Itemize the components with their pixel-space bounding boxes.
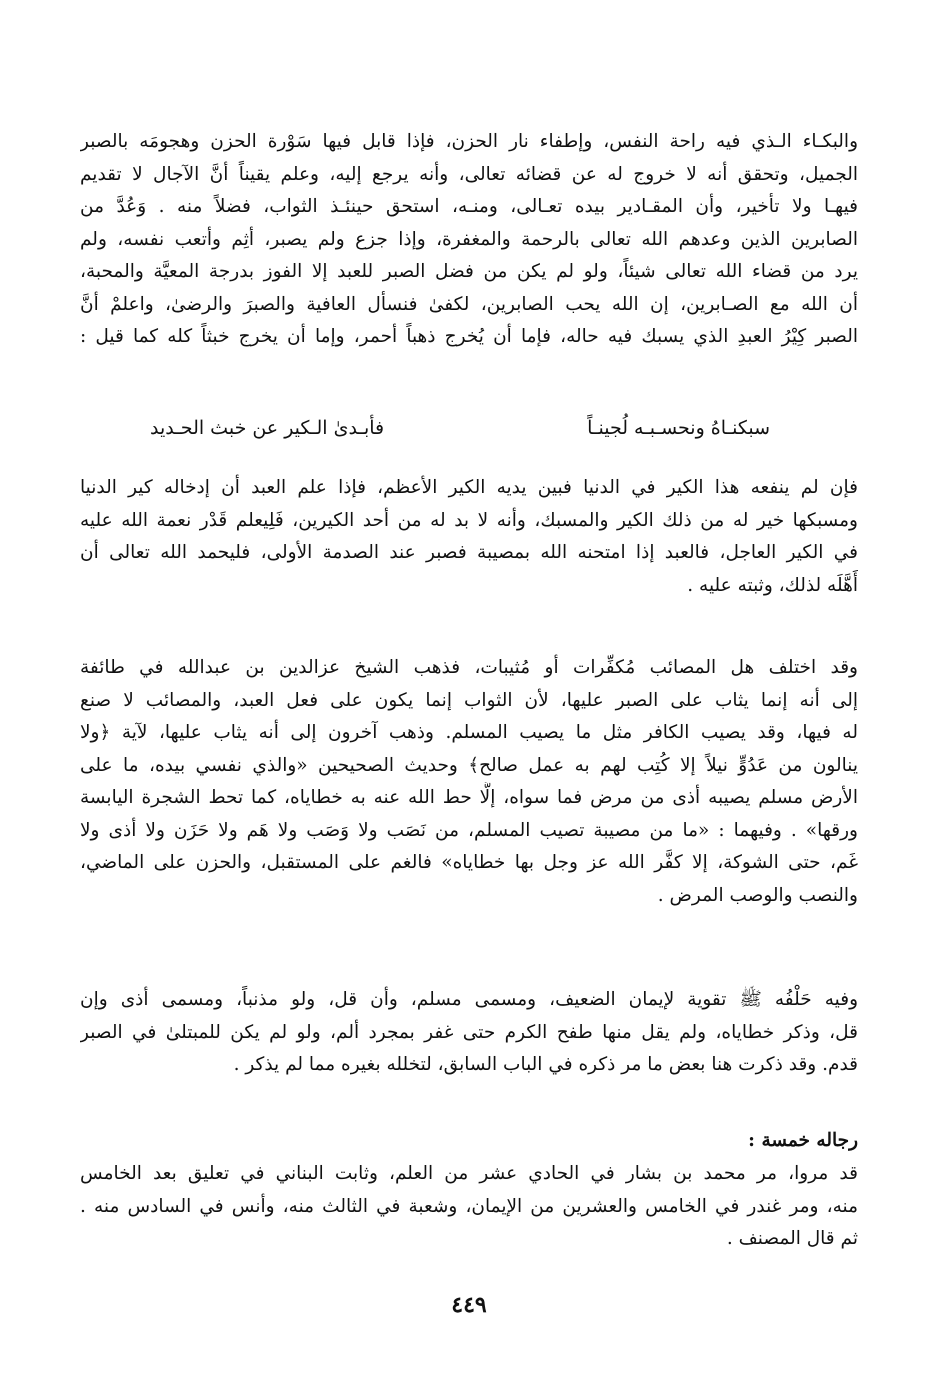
text-line: ورقها» . وفيهما : «ما من مصيبة تصيب المسلم، من نَصَب ولا وَصَب ولا هَم ولا حَزَن ولا أذى ولا xyxy=(80,819,858,841)
poem-first-hemistich: سبكنـاهُ ونحسـبـه لُجينـاً xyxy=(587,417,770,439)
text-line: وفيه حَلْفُه ﷺ تقوية لإيمان الضعيف، ومسمى مسلم، وأن قل، ولو مذنباً، ومسمى أذى وإن xyxy=(80,989,858,1010)
paragraph-patience-and-weeping xyxy=(80,126,858,354)
paragraph-expiation-debate xyxy=(80,652,858,912)
section-heading: رجاله خمسة : xyxy=(748,1130,858,1151)
page-number: ٤٤٩ xyxy=(451,1292,487,1318)
text-line: أَهَّلَه لذلك، وثبته عليه . xyxy=(687,574,858,596)
text-line: يرد من قضاء الله تعالى شيئاً، ولو لم يكن من فضل الصبر للعبد إلا الفوز بدرجة المعيَّة والمحبة، xyxy=(80,261,858,282)
paragraph-oath-commentary xyxy=(80,984,858,1082)
text-line: في الكير العاجل، فالعبد إذا امتحنه الله بمصيبة فصبر عند الصدمة الأولى، فليحمد الله تعالى أن xyxy=(80,542,858,563)
text-line: فإن لم ينفعه هذا الكير في الدنيا فبين يديه الكير الأعظم، فإذا علم العبد أن إدخاله كير الدنيا xyxy=(80,477,858,498)
text-line: وقد اختلف هل المصائب مُكفِّرات أو مُثيبات، فذهب الشيخ عزالدين بن عبدالله في طائفة xyxy=(80,657,858,678)
poem-second-hemistich: فأبـدىٰ الـكير عن خبث الحـديد xyxy=(150,417,385,439)
text-line: ومسبكها خير له من ذلك الكير والمسبك، وأنه لا بد له من أحد الكيرين، فَلِيعلم قَدْر نعمة الله عليه xyxy=(80,509,858,531)
paragraph-narrators xyxy=(80,1158,858,1256)
text-line: الأرض مسلم يصيبه أذى من مرض فما سواه، إلَّا حط الله عنه به خطاياه، كما تحط الشجرة اليابسة xyxy=(80,787,858,808)
text-line: الصبر كِيْرُ العبدِ الذي يسبك فيه حاله، فإما أن يُخرج ذهباً أحمر، وإما أن يخرج خبثاً كله كما قيل : xyxy=(80,326,858,347)
text-line: ثم قال المصنف . xyxy=(726,1228,858,1249)
text-line: والنصب والوصب المرض . xyxy=(657,884,858,906)
paragraph-furnace-of-world xyxy=(80,472,858,602)
text-line: غَم، حتى الشوكة، إلا كفَّر الله عز وجل بها خطاياه» فالغم على المستقبل، والحزن على الماضي، xyxy=(80,852,858,873)
text-line: قد مروا، مر محمد بن بشار في الحادي عشر من العلم، وثابت البناني في تعليق بعد الخامس xyxy=(80,1163,858,1184)
text-line: والبكـاء الـذي فيه راحة النفس، وإطفاء نار الحزن، فإذا قابل فيها سَوْرة الحزن وهجومَه بالصبر xyxy=(80,131,858,152)
text-line: منه، ومر غندر في الخامس والعشرين من الإيمان، وشعبة في الثالث منه، وأنس في السادس منه . xyxy=(80,1195,858,1217)
text-line: له فيها، وقد يصيب الكافر مثل ما يصيب المسلم. وذهب آخرون إلى أنه يثاب عليها، لآية ﴿ولا xyxy=(80,722,858,743)
text-line: أن الله مع الصـابرين، إن الله يحب الصابرين، لكفىٰ فنسأل العافية والصبرَ والرضىٰ، واعلمْ أنَّ xyxy=(80,293,858,315)
text-line: إلى أنه إنما يثاب على الصبر عليها، لأن الثواب إنما يكون على فعل العبد، والمصائب لا صنع xyxy=(80,689,858,711)
text-line: فيهـا ولا تأخير، وأن المقـادير بيده تعـالى، ومنـه، استحق حينئـذ الثواب، فضلاً منه . وَعُدَّ من xyxy=(80,196,858,217)
text-line: قل، وذكر خطاياه، ولم يقل منها طفح الكرم حتى غفر بمجرد ألم، ولو لم يكن للمبتلىٰ في الصبر xyxy=(80,1021,858,1043)
poem-verse xyxy=(150,408,770,448)
text-line: الصابرين الذين وعدهم الله تعالى بالرحمة والمغفرة، وإذا جزع ولم يصبر، أثِم وأتعب نفسه، ولم xyxy=(80,228,858,250)
text-line: قدم. وقد ذكرت هنا بعض ما مر ذكره في الباب السابق، لتخلله بغيره مما لم يذكر . xyxy=(233,1054,858,1075)
text-line: ينالون من عَدُوٍّ نيلاً إلا كُتِب لهم به عمل صالح﴾ وحديث الصحيحين «والذي نفسي بيده، ما على xyxy=(80,754,858,776)
text-line: الجميل، وتحقق أنه لا خروج له عن قضائه تعالى، وأنه يرجع إليه، وعلم يقيناً أنَّ الآجال لا تقديم xyxy=(80,163,858,185)
